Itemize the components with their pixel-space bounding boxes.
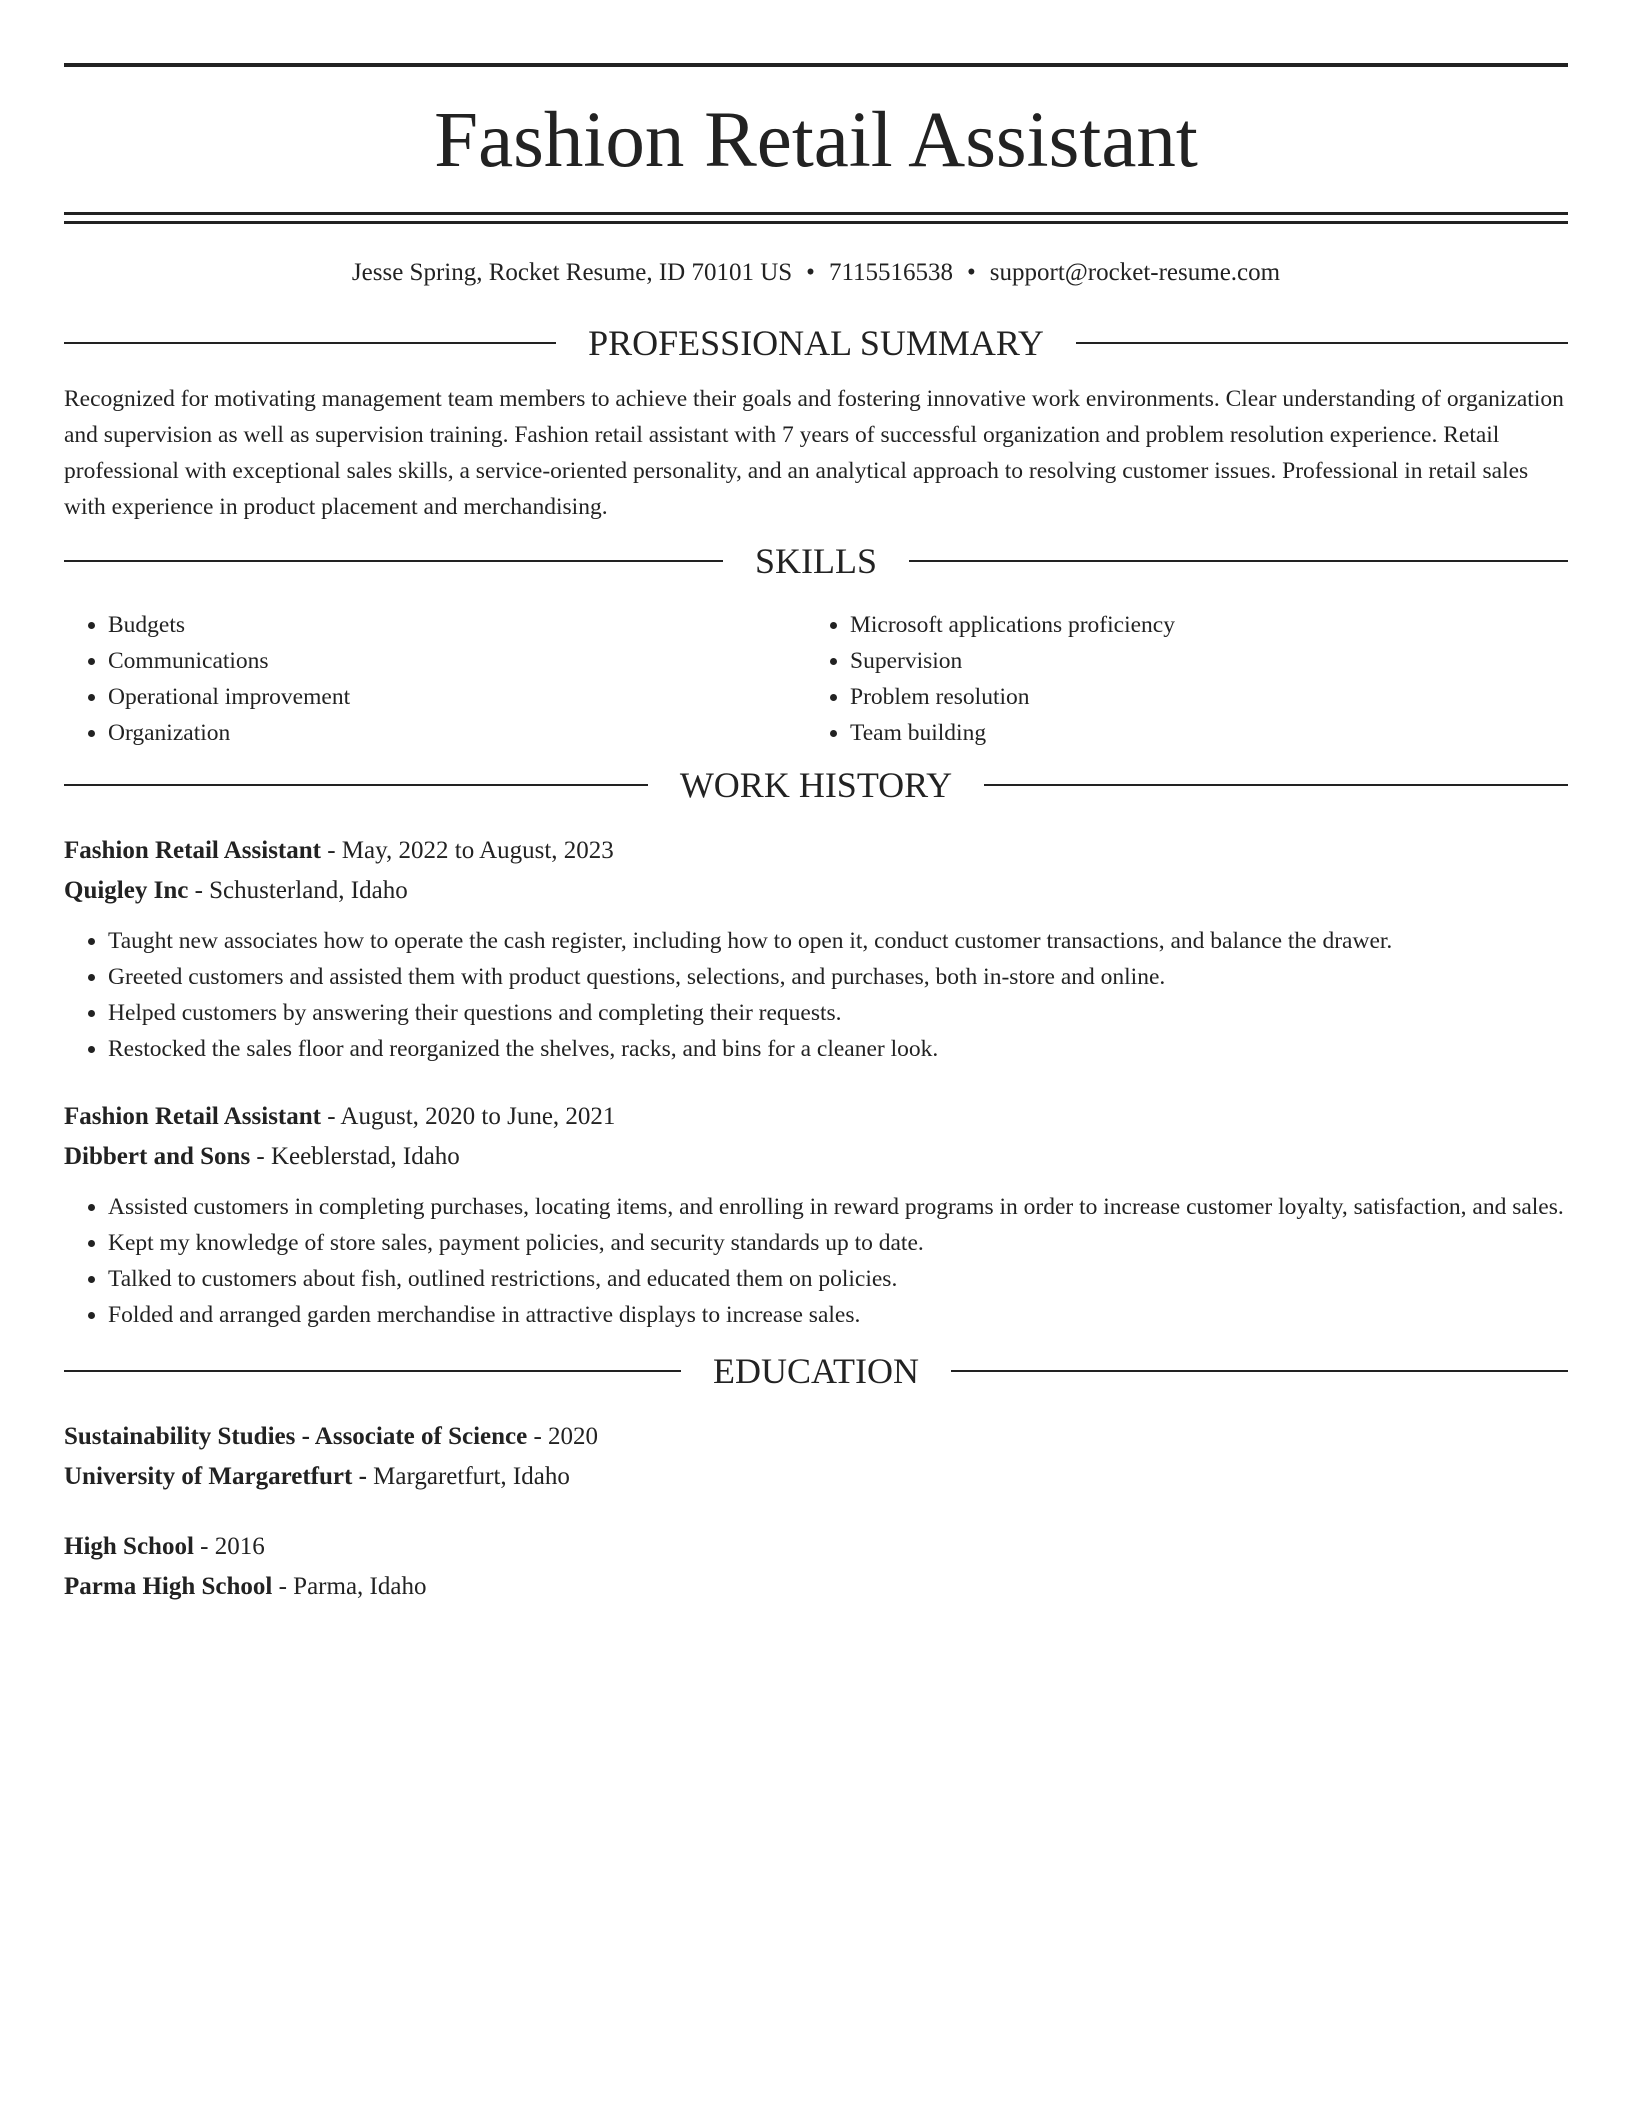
- job-title: Fashion Retail Assistant: [64, 1103, 321, 1130]
- heading-rule-right: [951, 1370, 1568, 1372]
- job-bullet: • Folded and arranged garden merchandise in attractive displays to increase sales.: [108, 1297, 1568, 1333]
- job-title: Fashion Retail Assistant: [64, 837, 321, 864]
- education-entry: [64, 1417, 1568, 1497]
- contact-email: support@rocket-resume.com: [989, 259, 1281, 286]
- skill-item: • Organization: [108, 715, 806, 751]
- skills-heading-label: SKILLS: [755, 541, 878, 581]
- skills-list: [64, 607, 1568, 751]
- skill-item: • Budgets: [108, 607, 806, 643]
- heading-rule-left: [64, 784, 648, 786]
- education-location: Margaretfurt, Idaho: [366, 1463, 570, 1490]
- job-bullet: • Greeted customers and assisted them with product questions, selections, and purchases, both in-store and online.: [108, 959, 1568, 995]
- skill-item: • Operational improvement: [108, 679, 806, 715]
- job-location: - Schusterland, Idaho: [188, 877, 408, 904]
- skills-column-right: [806, 607, 1568, 751]
- job-company-line: [64, 871, 1568, 911]
- job-entry: [64, 831, 1568, 1067]
- job-bullet: • Kept my knowledge of store sales, payment policies, and security standards up to date.: [108, 1225, 1568, 1261]
- contact-separator: •: [967, 259, 976, 286]
- contact-separator: •: [806, 259, 815, 286]
- resume-page: [64, 0, 1568, 1607]
- heading-rule-right: [1076, 342, 1568, 344]
- education-entry: [64, 1527, 1568, 1607]
- skill-item: • Microsoft applications proficiency: [850, 607, 1568, 643]
- job-location: - Keeblerstad, Idaho: [250, 1143, 460, 1170]
- education-school-line: [64, 1567, 1568, 1607]
- summary-text: Recognized for motivating management team members to achieve their goals and fostering innovative work environments. Clear understanding of organization and supervision as well as supervision training. Fashion retail assistant with 7 years of successful organization and problem resolution experience. Retail professional with exceptional sales skills, a service-oriented personality, and an analytical approach to resolving customer issues. Professional in retail sales with experience in product placement and merchandising.: [64, 386, 1564, 520]
- job-bullet: • Talked to customers about fish, outlined restrictions, and educated them on policies.: [108, 1261, 1568, 1297]
- page-title: Fashion Retail Assistant: [434, 97, 1198, 184]
- job-dates: - May, 2022 to August, 2023: [320, 837, 614, 864]
- job-company: Quigley Inc: [64, 877, 189, 904]
- job-company: Dibbert and Sons: [64, 1143, 251, 1170]
- education-year: - 2020: [527, 1423, 599, 1450]
- education-school: Parma High School: [64, 1573, 273, 1600]
- skill-item: • Problem resolution: [850, 679, 1568, 715]
- work-history-heading: [64, 765, 1568, 805]
- contact-phone: 7115516538: [828, 259, 954, 286]
- education-heading: [64, 1351, 1568, 1391]
- contact-address: Jesse Spring, Rocket Resume, ID 70101 US: [351, 259, 793, 286]
- skill-item: • Team building: [850, 715, 1568, 751]
- skills-heading: [64, 541, 1568, 581]
- job-dates: - August, 2020 to June, 2021: [320, 1103, 616, 1130]
- summary-heading: [64, 323, 1568, 363]
- heading-rule-left: [64, 342, 556, 344]
- title-rule-upper: [64, 212, 1568, 215]
- job-bullet: • Helped customers by answering their questions and completing their requests.: [108, 995, 1568, 1031]
- skill-item: • Communications: [108, 643, 806, 679]
- education-school: University of Margaretfurt -: [64, 1463, 367, 1490]
- job-bullet: • Assisted customers in completing purchases, locating items, and enrolling in reward programs in order to increase customer loyalty, satisfaction, and sales.: [108, 1189, 1568, 1225]
- heading-rule-right: [909, 560, 1568, 562]
- education-school-line: [64, 1457, 1568, 1497]
- job-title-line: [64, 831, 1568, 871]
- education-degree-line: [64, 1527, 1568, 1567]
- skill-item: • Supervision: [850, 643, 1568, 679]
- heading-rule-right: [984, 784, 1568, 786]
- top-rule: [64, 63, 1568, 67]
- job-company-line: [64, 1137, 1568, 1177]
- job-entry: [64, 1097, 1568, 1333]
- title-rule-lower: [64, 221, 1568, 224]
- education-heading-label: EDUCATION: [713, 1351, 919, 1391]
- job-bullets: [64, 1189, 1568, 1333]
- work-history-heading-label: WORK HISTORY: [679, 765, 953, 805]
- education-degree: Sustainability Studies - Associate of Science: [64, 1423, 528, 1450]
- job-bullet: • Taught new associates how to operate the cash register, including how to open it, conduct customer transactions, and balance the drawer.: [108, 923, 1568, 959]
- job-title-line: [64, 1097, 1568, 1137]
- education-location: - Parma, Idaho: [272, 1573, 427, 1600]
- education-degree: High School: [64, 1533, 194, 1560]
- contact-line: [64, 258, 1568, 288]
- summary-heading-label: PROFESSIONAL SUMMARY: [588, 323, 1044, 363]
- job-bullets: [64, 923, 1568, 1067]
- job-bullet: • Restocked the sales floor and reorganized the shelves, racks, and bins for a cleaner look.: [108, 1031, 1568, 1067]
- heading-rule-left: [64, 1370, 681, 1372]
- skills-column-left: [64, 607, 806, 751]
- education-degree-line: [64, 1417, 1568, 1457]
- heading-rule-left: [64, 560, 723, 562]
- education-year: - 2016: [193, 1533, 265, 1560]
